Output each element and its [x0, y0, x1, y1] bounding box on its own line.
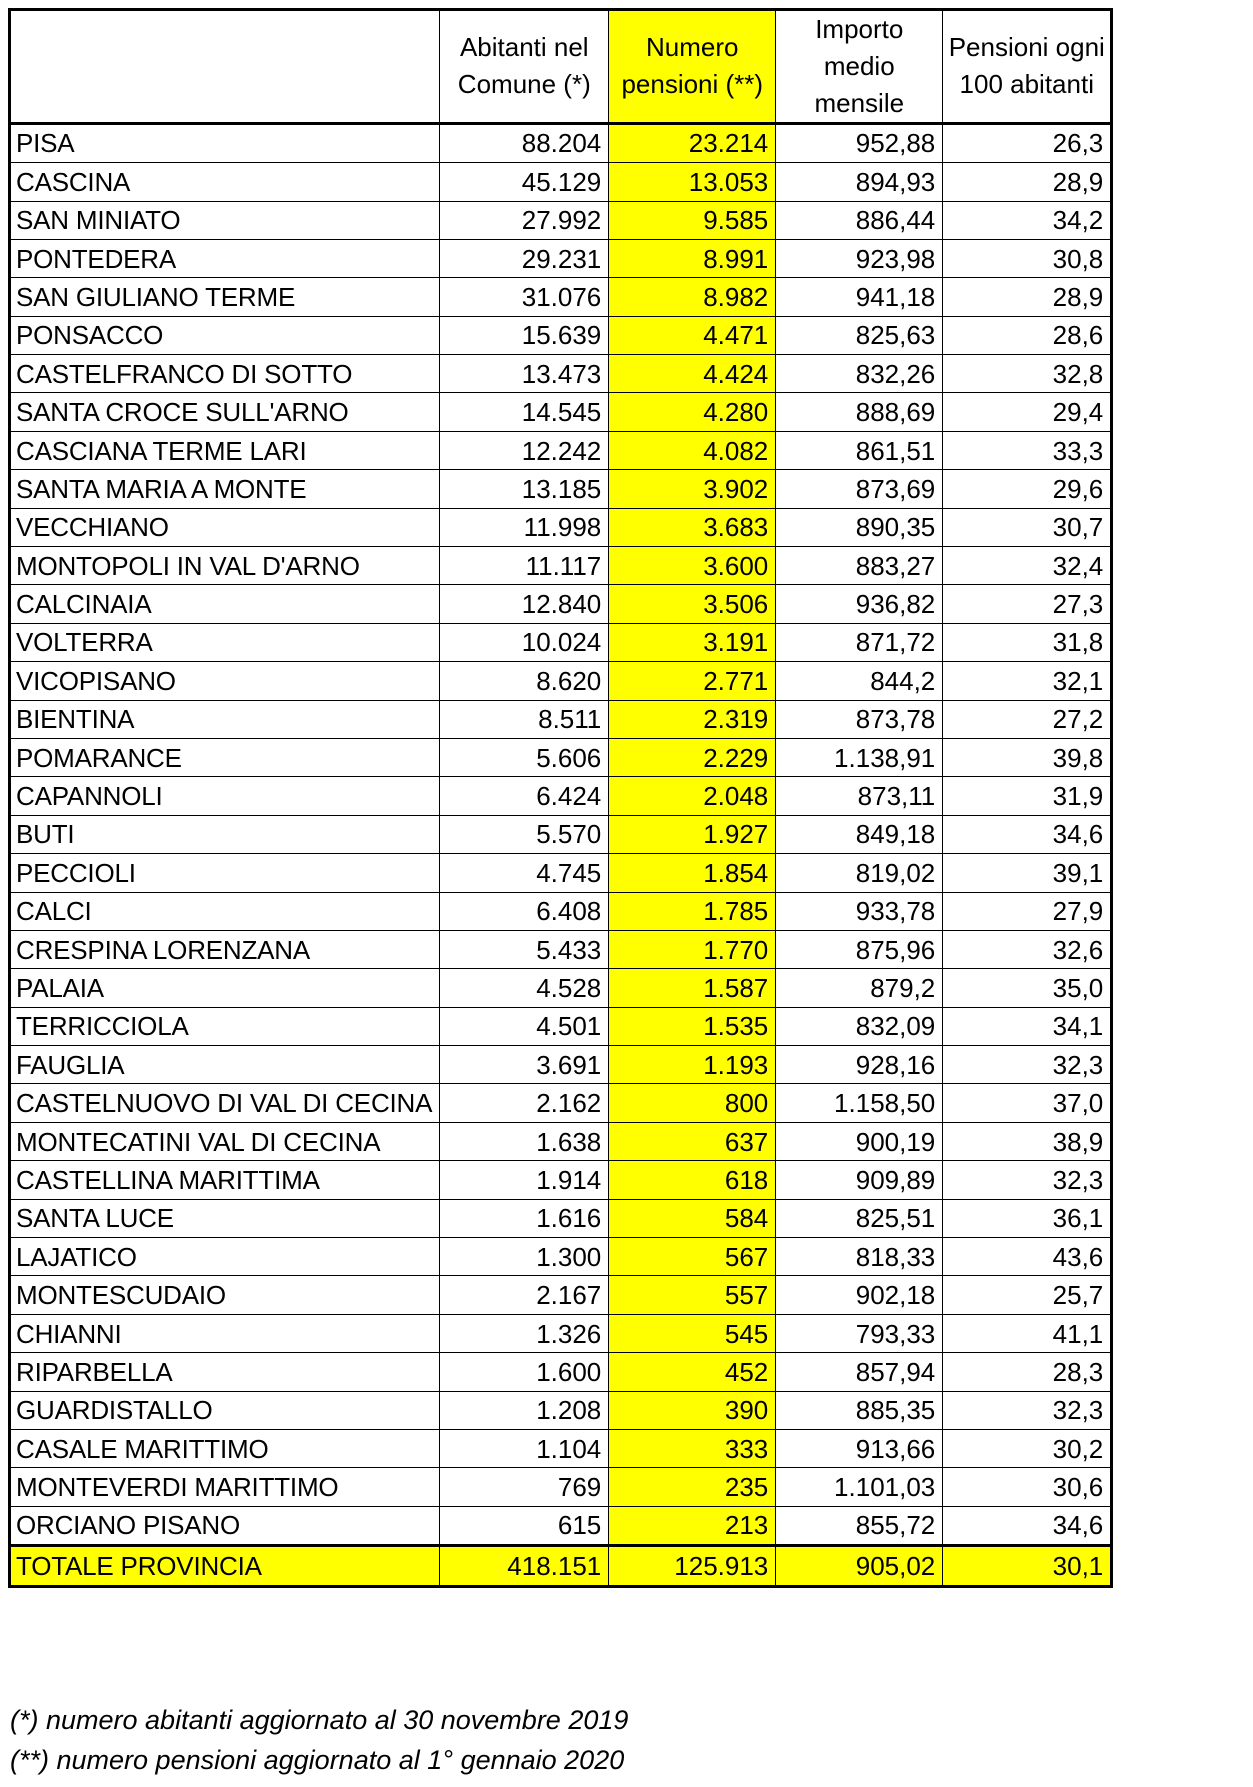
header-pensioni-100: Pensioni ogni 100 abitanti	[943, 10, 1112, 124]
table-row	[10, 355, 1112, 393]
table-row	[10, 1276, 1112, 1314]
cell-importo-medio: 952,88	[776, 123, 943, 162]
cell-comune: VICOPISANO	[10, 662, 440, 700]
cell-comune: CALCI	[10, 892, 440, 930]
cell-abitanti: 6.408	[440, 892, 609, 930]
cell-importo-medio: 793,33	[776, 1314, 943, 1352]
table-row	[10, 431, 1112, 469]
cell-comune: SAN GIULIANO TERME	[10, 278, 440, 316]
cell-comune: GUARDISTALLO	[10, 1391, 440, 1429]
cell-importo-medio: 933,78	[776, 892, 943, 930]
cell-pensioni-100: 28,3	[943, 1353, 1112, 1391]
cell-comune: TERRICCIOLA	[10, 1007, 440, 1045]
cell-pensioni-100: 30,8	[943, 239, 1112, 277]
cell-numero-pensioni: 3.902	[609, 470, 776, 508]
cell-abitanti: 1.300	[440, 1238, 609, 1276]
cell-comune: CASTELLINA MARITTIMA	[10, 1161, 440, 1199]
table-row	[10, 278, 1112, 316]
cell-pensioni-100: 32,6	[943, 930, 1112, 968]
cell-comune: BIENTINA	[10, 700, 440, 738]
table-row	[10, 163, 1112, 201]
cell-pensioni-100: 27,3	[943, 585, 1112, 623]
cell-numero-pensioni: 333	[609, 1430, 776, 1468]
cell-numero-pensioni: 4.280	[609, 393, 776, 431]
table-row	[10, 508, 1112, 546]
table-row	[10, 662, 1112, 700]
cell-pensioni-100: 32,8	[943, 355, 1112, 393]
cell-abitanti: 1.600	[440, 1353, 609, 1391]
cell-abitanti: 1.914	[440, 1161, 609, 1199]
cell-pensioni-100: 34,6	[943, 815, 1112, 853]
cell-abitanti: 14.545	[440, 393, 609, 431]
cell-importo-medio: 855,72	[776, 1506, 943, 1545]
table-row	[10, 930, 1112, 968]
cell-comune: CASTELNUOVO DI VAL DI CECINA	[10, 1084, 440, 1122]
header-row	[10, 10, 1112, 124]
cell-numero-pensioni: 9.585	[609, 201, 776, 239]
footnotes	[10, 1700, 628, 1780]
cell-comune: ORCIANO PISANO	[10, 1506, 440, 1545]
table-row	[10, 123, 1112, 162]
cell-pensioni-100: 35,0	[943, 969, 1112, 1007]
cell-numero-pensioni: 3.506	[609, 585, 776, 623]
table-row	[10, 239, 1112, 277]
cell-pensioni-100: 28,9	[943, 163, 1112, 201]
cell-comune: CAPANNOLI	[10, 777, 440, 815]
cell-importo-medio: 913,66	[776, 1430, 943, 1468]
cell-numero-pensioni: 2.048	[609, 777, 776, 815]
cell-importo-medio: 900,19	[776, 1122, 943, 1160]
footnote-pensioni: (**) numero pensioni aggiornato al 1° gennaio 2020	[10, 1745, 625, 1775]
table-row	[10, 700, 1112, 738]
cell-numero-pensioni: 567	[609, 1238, 776, 1276]
cell-abitanti: 10.024	[440, 623, 609, 661]
cell-pensioni-100: 38,9	[943, 1122, 1112, 1160]
cell-abitanti: 12.840	[440, 585, 609, 623]
cell-abitanti: 31.076	[440, 278, 609, 316]
cell-pensioni-100: 32,1	[943, 662, 1112, 700]
table-row	[10, 1084, 1112, 1122]
cell-pensioni-100: 39,1	[943, 854, 1112, 892]
cell-comune: MONTESCUDAIO	[10, 1276, 440, 1314]
cell-numero-pensioni: 637	[609, 1122, 776, 1160]
cell-pensioni-100: 25,7	[943, 1276, 1112, 1314]
cell-pensioni-100: 43,6	[943, 1238, 1112, 1276]
cell-pensioni-100: 29,6	[943, 470, 1112, 508]
cell-importo-medio: 844,2	[776, 662, 943, 700]
cell-importo-medio: 879,2	[776, 969, 943, 1007]
cell-importo-medio: 941,18	[776, 278, 943, 316]
cell-comune: MONTECATINI VAL DI CECINA	[10, 1122, 440, 1160]
cell-comune: SANTA CROCE SULL'ARNO	[10, 393, 440, 431]
cell-pensioni-100: 30,1	[943, 1546, 1112, 1586]
cell-abitanti: 769	[440, 1468, 609, 1506]
cell-abitanti: 29.231	[440, 239, 609, 277]
cell-comune: MONTEVERDI MARITTIMO	[10, 1468, 440, 1506]
cell-abitanti: 27.992	[440, 201, 609, 239]
cell-numero-pensioni: 4.471	[609, 316, 776, 354]
table-row	[10, 1238, 1112, 1276]
cell-importo-medio: 873,78	[776, 700, 943, 738]
pensions-table	[8, 8, 1113, 1588]
cell-importo-medio: 861,51	[776, 431, 943, 469]
cell-importo-medio: 825,63	[776, 316, 943, 354]
cell-comune: SANTA MARIA A MONTE	[10, 470, 440, 508]
table-row	[10, 738, 1112, 776]
cell-comune: CASCIANA TERME LARI	[10, 431, 440, 469]
cell-pensioni-100: 33,3	[943, 431, 1112, 469]
cell-importo-medio: 888,69	[776, 393, 943, 431]
table-row	[10, 201, 1112, 239]
cell-numero-pensioni: 4.424	[609, 355, 776, 393]
cell-pensioni-100: 34,1	[943, 1007, 1112, 1045]
cell-abitanti: 615	[440, 1506, 609, 1545]
cell-pensioni-100: 29,4	[943, 393, 1112, 431]
cell-numero-pensioni: 557	[609, 1276, 776, 1314]
cell-pensioni-100: 28,9	[943, 278, 1112, 316]
cell-pensioni-100: 41,1	[943, 1314, 1112, 1352]
cell-comune: PONTEDERA	[10, 239, 440, 277]
cell-numero-pensioni: 8.991	[609, 239, 776, 277]
cell-importo-medio: 883,27	[776, 547, 943, 585]
cell-pensioni-100: 30,7	[943, 508, 1112, 546]
cell-abitanti: 5.570	[440, 815, 609, 853]
cell-numero-pensioni: 390	[609, 1391, 776, 1429]
cell-numero-pensioni: 618	[609, 1161, 776, 1199]
cell-pensioni-100: 31,9	[943, 777, 1112, 815]
cell-abitanti: 3.691	[440, 1046, 609, 1084]
cell-pensioni-100: 39,8	[943, 738, 1112, 776]
cell-abitanti: 15.639	[440, 316, 609, 354]
cell-pensioni-100: 32,3	[943, 1391, 1112, 1429]
cell-pensioni-100: 32,4	[943, 547, 1112, 585]
cell-numero-pensioni: 1.785	[609, 892, 776, 930]
cell-numero-pensioni: 800	[609, 1084, 776, 1122]
table-row	[10, 1468, 1112, 1506]
cell-numero-pensioni: 452	[609, 1353, 776, 1391]
cell-importo-medio: 1.138,91	[776, 738, 943, 776]
cell-abitanti: 11.998	[440, 508, 609, 546]
cell-importo-medio: 1.101,03	[776, 1468, 943, 1506]
cell-abitanti: 4.528	[440, 969, 609, 1007]
cell-abitanti: 45.129	[440, 163, 609, 201]
cell-importo-medio: 825,51	[776, 1199, 943, 1237]
cell-pensioni-100: 27,2	[943, 700, 1112, 738]
cell-importo-medio: 936,82	[776, 585, 943, 623]
cell-comune: BUTI	[10, 815, 440, 853]
table-row	[10, 1161, 1112, 1199]
header-importo-medio: Importo medio mensile	[776, 10, 943, 124]
cell-numero-pensioni: 1.770	[609, 930, 776, 968]
cell-abitanti: 1.638	[440, 1122, 609, 1160]
cell-comune: LAJATICO	[10, 1238, 440, 1276]
cell-comune: SAN MINIATO	[10, 201, 440, 239]
cell-abitanti: 1.616	[440, 1199, 609, 1237]
table-row	[10, 470, 1112, 508]
cell-comune: VECCHIANO	[10, 508, 440, 546]
header-abitanti: Abitanti nel Comune (*)	[440, 10, 609, 124]
table-row	[10, 854, 1112, 892]
cell-importo-medio: 873,69	[776, 470, 943, 508]
cell-importo-medio: 923,98	[776, 239, 943, 277]
cell-importo-medio: 902,18	[776, 1276, 943, 1314]
footnote-abitanti: (*) numero abitanti aggiornato al 30 novembre 2019	[10, 1705, 629, 1735]
cell-comune: PECCIOLI	[10, 854, 440, 892]
cell-pensioni-100: 31,8	[943, 623, 1112, 661]
cell-importo-medio: 909,89	[776, 1161, 943, 1199]
cell-numero-pensioni: 4.082	[609, 431, 776, 469]
cell-numero-pensioni: 1.535	[609, 1007, 776, 1045]
cell-importo-medio: 875,96	[776, 930, 943, 968]
cell-abitanti: 5.433	[440, 930, 609, 968]
cell-pensioni-100: 37,0	[943, 1084, 1112, 1122]
cell-comune: FAUGLIA	[10, 1046, 440, 1084]
cell-numero-pensioni: 3.683	[609, 508, 776, 546]
cell-importo-medio: 832,26	[776, 355, 943, 393]
cell-comune: CRESPINA LORENZANA	[10, 930, 440, 968]
cell-comune: PISA	[10, 123, 440, 162]
cell-comune: CHIANNI	[10, 1314, 440, 1352]
cell-pensioni-100: 27,9	[943, 892, 1112, 930]
cell-numero-pensioni: 1.927	[609, 815, 776, 853]
table-row	[10, 1199, 1112, 1237]
cell-abitanti: 2.167	[440, 1276, 609, 1314]
cell-importo-medio: 818,33	[776, 1238, 943, 1276]
cell-numero-pensioni: 125.913	[609, 1546, 776, 1586]
cell-pensioni-100: 34,2	[943, 201, 1112, 239]
table-row	[10, 1391, 1112, 1429]
cell-abitanti: 5.606	[440, 738, 609, 776]
header-comune	[10, 10, 440, 124]
cell-abitanti: 13.473	[440, 355, 609, 393]
table-row	[10, 1046, 1112, 1084]
cell-comune: RIPARBELLA	[10, 1353, 440, 1391]
cell-pensioni-100: 30,2	[943, 1430, 1112, 1468]
cell-comune: PONSACCO	[10, 316, 440, 354]
cell-importo-medio: 886,44	[776, 201, 943, 239]
cell-importo-medio: 894,93	[776, 163, 943, 201]
cell-numero-pensioni: 3.191	[609, 623, 776, 661]
cell-numero-pensioni: 13.053	[609, 163, 776, 201]
cell-comune: POMARANCE	[10, 738, 440, 776]
cell-abitanti: 13.185	[440, 470, 609, 508]
cell-abitanti: 12.242	[440, 431, 609, 469]
table-row	[10, 393, 1112, 431]
cell-abitanti: 11.117	[440, 547, 609, 585]
cell-abitanti: 1.104	[440, 1430, 609, 1468]
cell-importo-medio: 857,94	[776, 1353, 943, 1391]
cell-abitanti: 1.326	[440, 1314, 609, 1352]
table-header	[10, 10, 1112, 124]
cell-pensioni-100: 30,6	[943, 1468, 1112, 1506]
cell-importo-medio: 890,35	[776, 508, 943, 546]
cell-numero-pensioni: 1.587	[609, 969, 776, 1007]
cell-abitanti: 6.424	[440, 777, 609, 815]
cell-comune: CASTELFRANCO DI SOTTO	[10, 355, 440, 393]
cell-abitanti: 4.501	[440, 1007, 609, 1045]
cell-importo-medio: 928,16	[776, 1046, 943, 1084]
cell-numero-pensioni: 1.854	[609, 854, 776, 892]
cell-abitanti: 4.745	[440, 854, 609, 892]
cell-numero-pensioni: 2.771	[609, 662, 776, 700]
cell-numero-pensioni: 23.214	[609, 123, 776, 162]
cell-numero-pensioni: 213	[609, 1506, 776, 1545]
cell-abitanti: 418.151	[440, 1546, 609, 1586]
table-row	[10, 1353, 1112, 1391]
cell-comune: CASCINA	[10, 163, 440, 201]
cell-abitanti: 8.511	[440, 700, 609, 738]
cell-numero-pensioni: 2.319	[609, 700, 776, 738]
table-row	[10, 777, 1112, 815]
cell-numero-pensioni: 584	[609, 1199, 776, 1237]
cell-importo-medio: 1.158,50	[776, 1084, 943, 1122]
cell-numero-pensioni: 2.229	[609, 738, 776, 776]
cell-abitanti: 1.208	[440, 1391, 609, 1429]
header-numero-pensioni: Numero pensioni (**)	[609, 10, 776, 124]
cell-importo-medio: 905,02	[776, 1546, 943, 1586]
cell-importo-medio: 885,35	[776, 1391, 943, 1429]
table-body	[10, 123, 1112, 1586]
cell-pensioni-100: 34,6	[943, 1506, 1112, 1545]
cell-numero-pensioni: 3.600	[609, 547, 776, 585]
cell-numero-pensioni: 545	[609, 1314, 776, 1352]
cell-importo-medio: 871,72	[776, 623, 943, 661]
table-row	[10, 316, 1112, 354]
table-row	[10, 815, 1112, 853]
cell-importo-medio: 849,18	[776, 815, 943, 853]
cell-pensioni-100: 32,3	[943, 1161, 1112, 1199]
cell-comune: VOLTERRA	[10, 623, 440, 661]
cell-comune: CASALE MARITTIMO	[10, 1430, 440, 1468]
cell-importo-medio: 819,02	[776, 854, 943, 892]
table-row	[10, 623, 1112, 661]
cell-comune: MONTOPOLI IN VAL D'ARNO	[10, 547, 440, 585]
table-row	[10, 892, 1112, 930]
cell-numero-pensioni: 8.982	[609, 278, 776, 316]
cell-numero-pensioni: 235	[609, 1468, 776, 1506]
cell-importo-medio: 873,11	[776, 777, 943, 815]
table-row	[10, 1430, 1112, 1468]
cell-comune: TOTALE PROVINCIA	[10, 1546, 440, 1586]
table-row	[10, 1506, 1112, 1545]
table-row	[10, 547, 1112, 585]
cell-comune: CALCINAIA	[10, 585, 440, 623]
cell-pensioni-100: 32,3	[943, 1046, 1112, 1084]
table-row	[10, 585, 1112, 623]
cell-importo-medio: 832,09	[776, 1007, 943, 1045]
cell-pensioni-100: 28,6	[943, 316, 1112, 354]
total-row	[10, 1546, 1112, 1586]
cell-comune: SANTA LUCE	[10, 1199, 440, 1237]
cell-abitanti: 8.620	[440, 662, 609, 700]
table-row	[10, 1007, 1112, 1045]
cell-abitanti: 2.162	[440, 1084, 609, 1122]
table-row	[10, 969, 1112, 1007]
cell-comune: PALAIA	[10, 969, 440, 1007]
table-row	[10, 1314, 1112, 1352]
table-row	[10, 1122, 1112, 1160]
cell-pensioni-100: 26,3	[943, 123, 1112, 162]
cell-pensioni-100: 36,1	[943, 1199, 1112, 1237]
cell-abitanti: 88.204	[440, 123, 609, 162]
cell-numero-pensioni: 1.193	[609, 1046, 776, 1084]
